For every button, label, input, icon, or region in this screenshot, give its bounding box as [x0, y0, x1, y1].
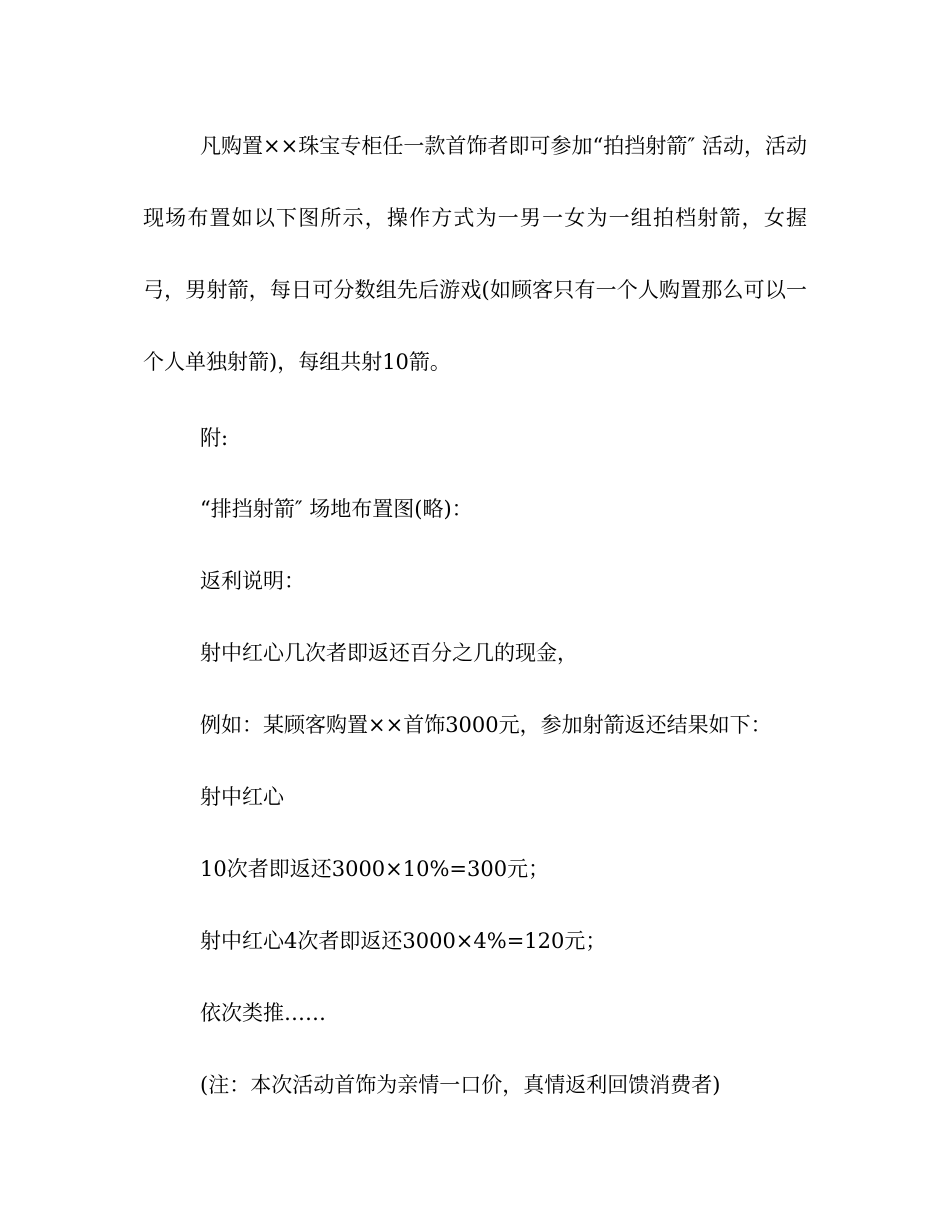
rebate-example-10: 10次者即返还3000×10%=300元； [200, 857, 550, 881]
rebate-etc: 依次类推…… [200, 1001, 326, 1025]
activity-note: (注：本次活动首饰为亲情一口价，真情返利回馈消费者) [200, 1073, 721, 1097]
appendix-label: 附: [200, 426, 229, 450]
venue-layout-caption: “排挡射箭″ 场地布置图(略)： [200, 497, 473, 521]
rebate-example-4: 射中红心4次者即返还3000×4%=120元； [200, 929, 607, 953]
intro-paragraph: 凡购置××珠宝专柜任一款首饰者即可参加“拍挡射箭″ 活动，活动现场布置如以下图所示，操作方式为一男一女为一组拍档射箭，女握弓，男射箭，每日可分数组先后游戏(如顾客只有一个人购置那么可以一个人单独射箭)，每组共射10箭。 [143, 134, 807, 374]
rebate-example-label: 射中红心 [200, 785, 284, 809]
rebate-rule: 射中红心几次者即返还百分之几的现金， [200, 641, 578, 665]
rebate-example-intro: 例如：某顾客购置××首饰3000元，参加射箭返还结果如下： [200, 713, 772, 737]
rebate-heading: 返利说明： [200, 569, 305, 593]
